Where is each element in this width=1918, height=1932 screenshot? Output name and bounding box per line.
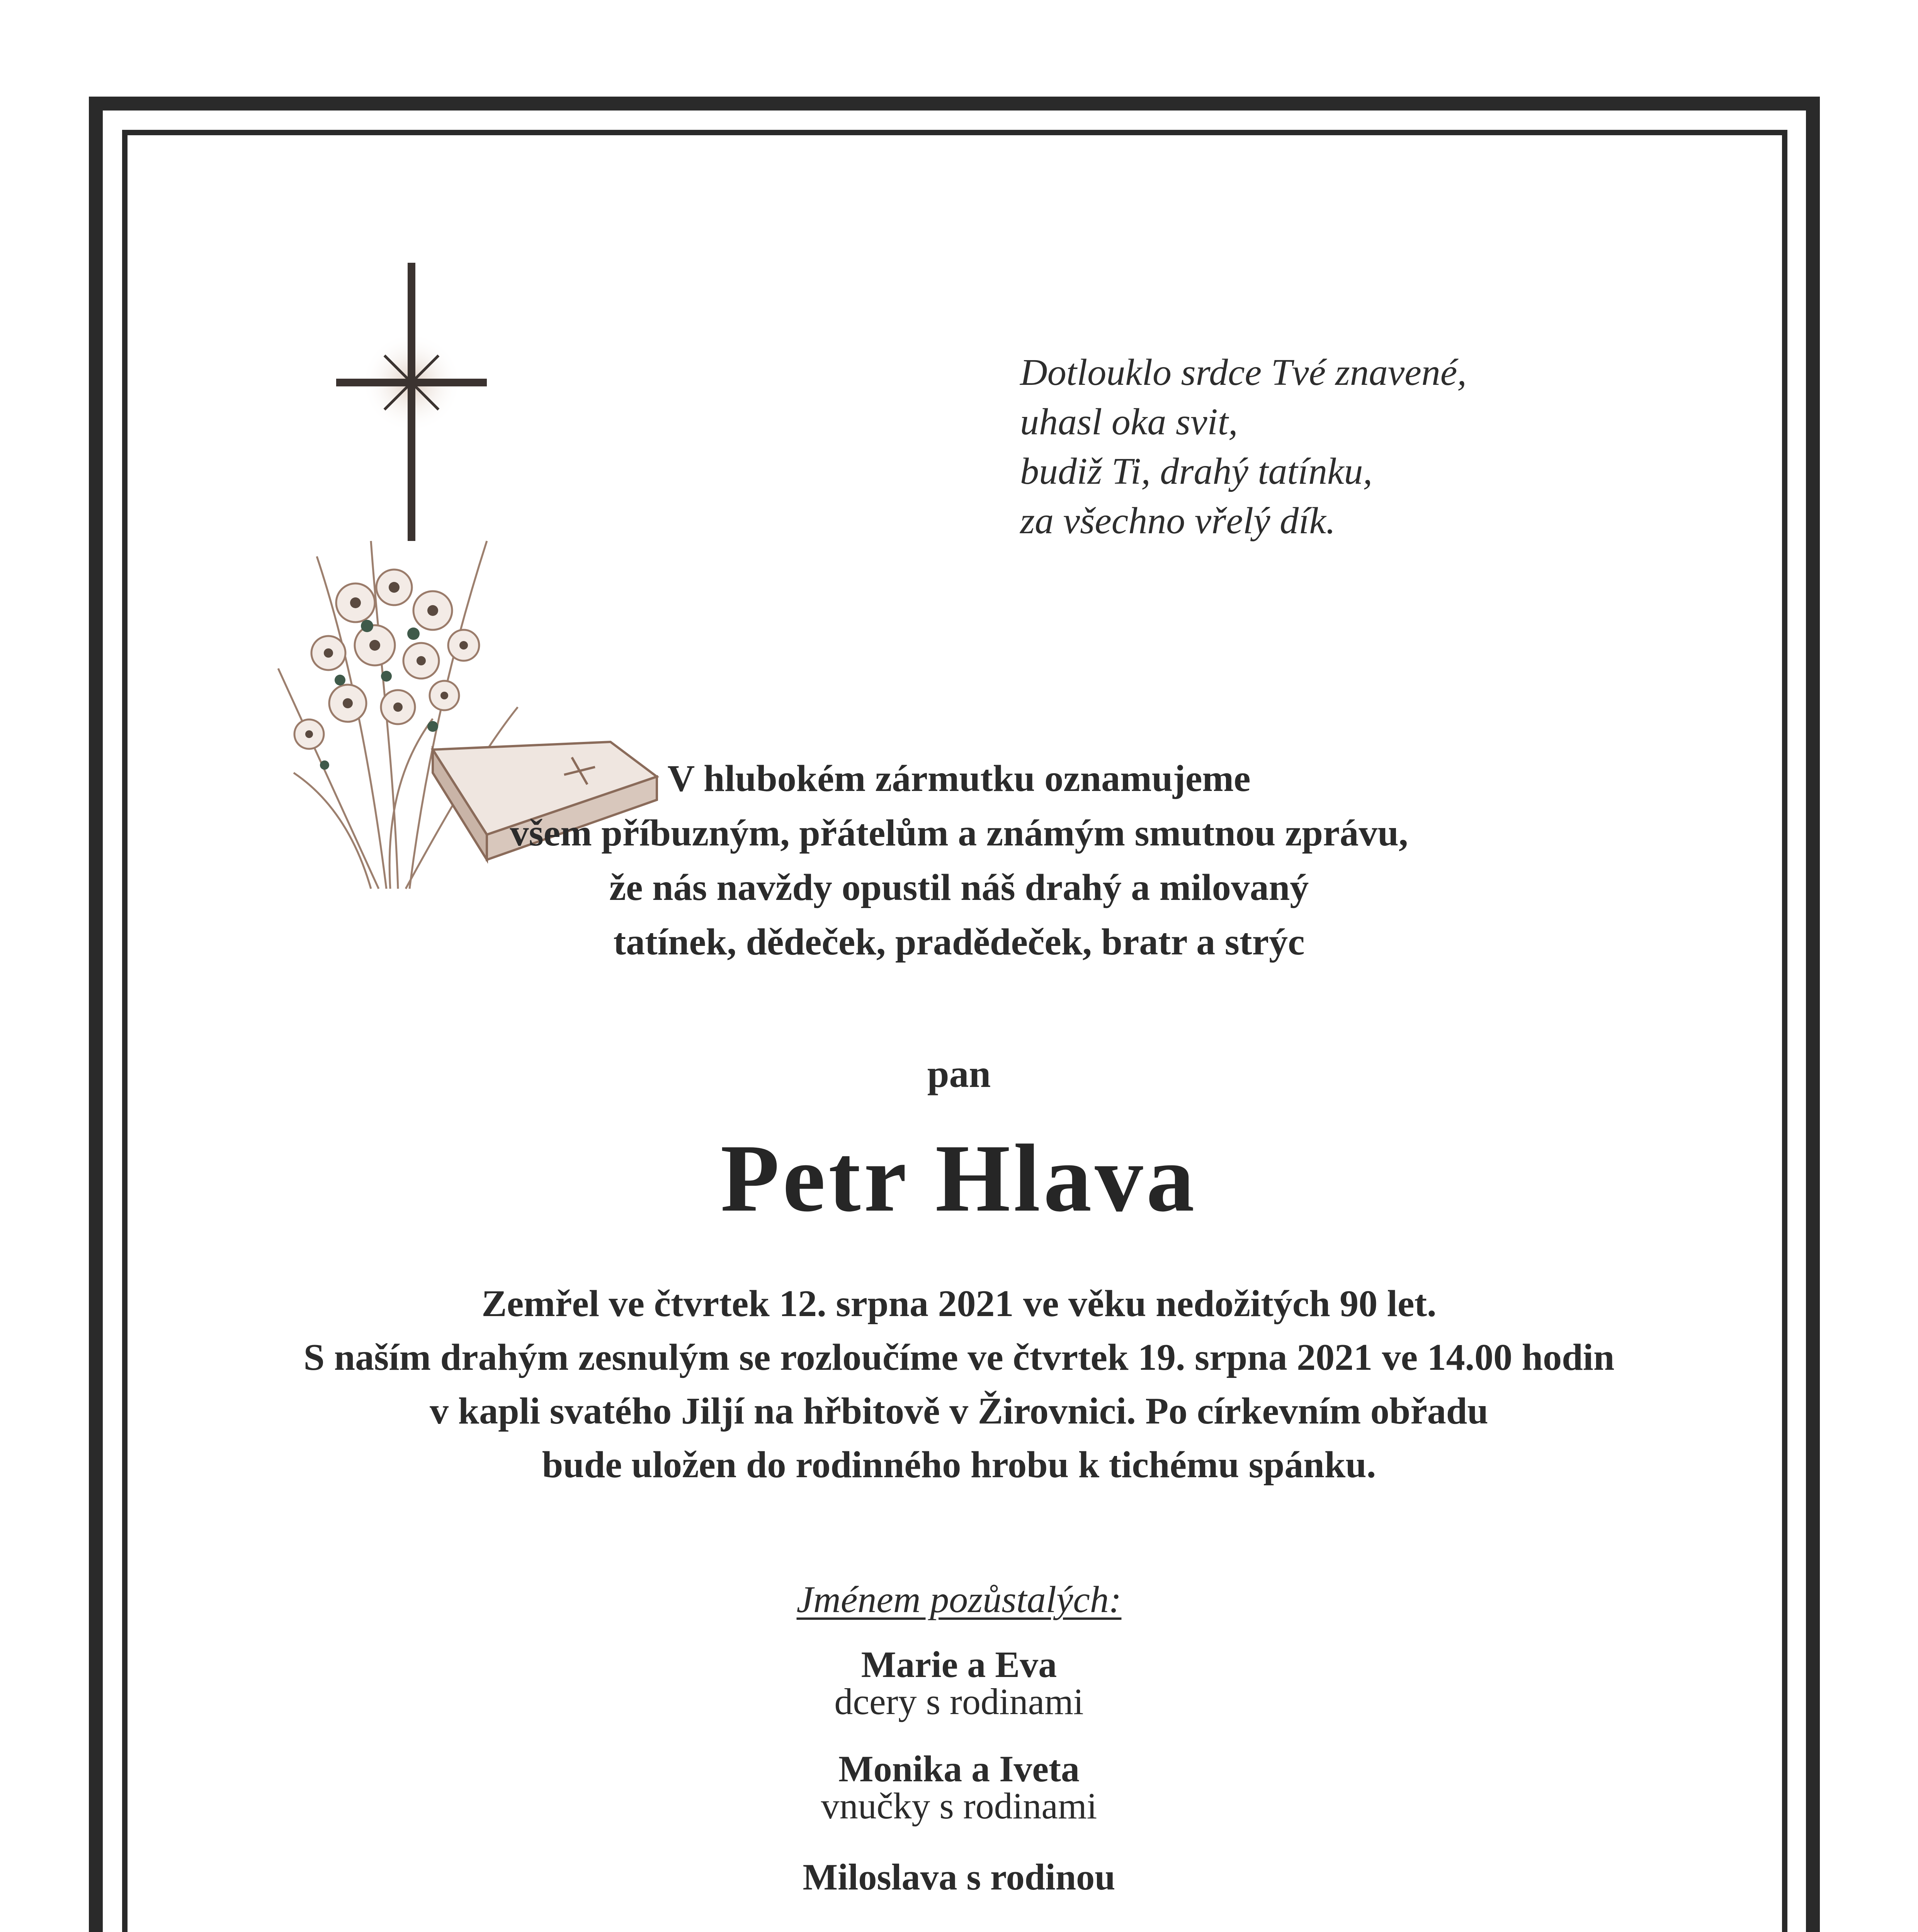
death-notice-line: bude uložen do rodinného hrobu k tichému spánku. (542, 1444, 1376, 1486)
mourner-relation: vnučky s rodinami (821, 1785, 1097, 1827)
death-notice-line: v kapli svatého Jiljí na hřbitově v Žirovnici. Po církevním obřadu (430, 1390, 1488, 1432)
death-notice-line: Zemřel ve čtvrtek 12. srpna 2021 ve věku nedožitých 90 let. (481, 1283, 1437, 1325)
cross-icon (336, 263, 487, 541)
mourner-name: Miloslava s rodinou (803, 1856, 1115, 1898)
mourner-name: Marie a Eva (861, 1644, 1057, 1685)
death-notice-line: S naším drahým zesnulým se rozloučíme ve čtvrtek 19. srpna 2021 ve 14.00 hodin (303, 1337, 1615, 1378)
mourners-heading (0, 1577, 1918, 1623)
poem-verse (1020, 348, 1677, 546)
flowers-icon (294, 570, 479, 770)
announcement-line: že nás navždy opustil náš drahý a milovaný (609, 867, 1309, 908)
poem-line: budiž Ti, drahý tatínku, (1020, 451, 1373, 492)
announcement-text (0, 752, 1918, 969)
poem-line: Dotlouklo srdce Tvé znavené, (1020, 352, 1467, 393)
announcement-line: V hlubokém zármutku oznamujeme (667, 758, 1251, 799)
poem-line: uhasl oka svit, (1020, 401, 1238, 443)
deceased-name: Petr Hlava (720, 1125, 1198, 1232)
announcement-line: tatínek, dědeček, pradědeček, bratr a strýc (613, 921, 1305, 963)
death-notice-text (0, 1277, 1918, 1492)
deceased-title: pan (927, 1052, 991, 1096)
mourner-relation: dcery s rodinami (834, 1681, 1084, 1722)
mourner-name: Monika a Iveta (838, 1748, 1080, 1789)
announcement-line: všem příbuzným, přátelům a známým smutnou zprávu, (510, 812, 1408, 854)
mourners-heading-text: Jménem pozůstalých: (796, 1579, 1122, 1621)
poem-line: za všechno vřelý dík. (1020, 500, 1336, 542)
